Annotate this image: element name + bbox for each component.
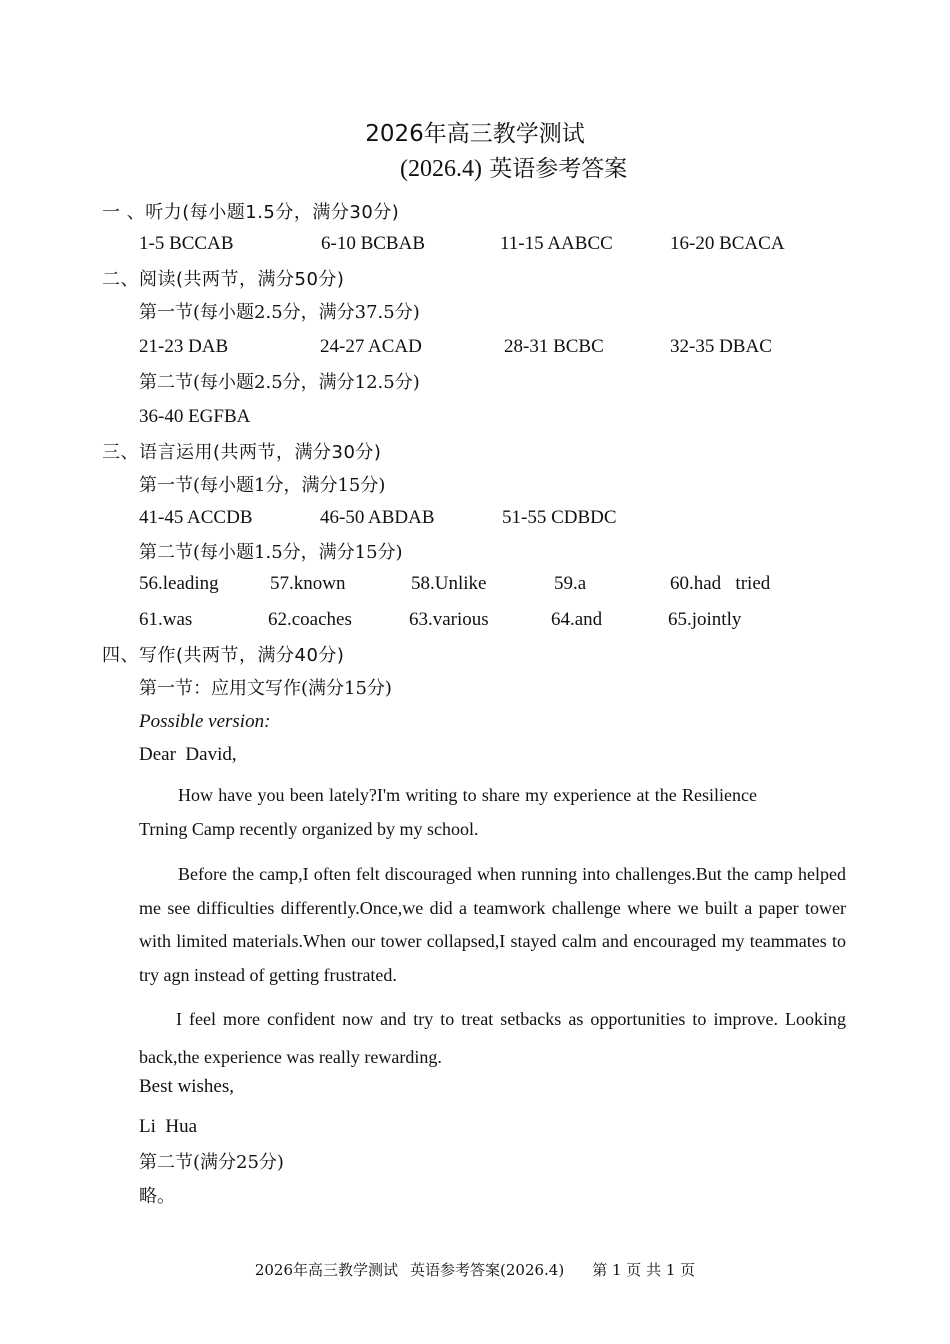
answer-group: 21-23 DAB: [139, 336, 229, 357]
footer-page: 第 1 页 共 1 页: [592, 1261, 696, 1279]
listening-heading: 一 、听力(每小题1.5分，满分30分): [102, 202, 400, 223]
answer-group: 24-27 ACAD: [320, 336, 422, 357]
letter-paragraph: I feel more confident now and try to treat setbacks as opportunities to improve. Looking back,the experience was really rewarding.: [139, 1009, 846, 1067]
letter-paragraph: How have you been lately?I'm writing to share my experience at the Resilience Trning Camp recently organized by my school.: [139, 785, 757, 839]
cloze-answer: 56.leading: [139, 573, 219, 594]
answer-group: 1-5 BCCAB: [139, 233, 234, 254]
answer-group: 28-31 BCBC: [504, 336, 604, 357]
possible-version-label: Possible version:: [139, 711, 271, 732]
answer-group: 32-35 DBAC: [670, 336, 772, 357]
answer-group: 46-50 ABDAB: [320, 507, 435, 528]
language-part1-heading: 第一节(每小题1分，满分15分): [139, 475, 386, 496]
answer-group: 16-20 BCACA: [670, 233, 785, 254]
cloze-answer: 57.known: [270, 573, 346, 594]
exam-title: 2026年高三教学测试: [365, 121, 585, 147]
cloze-answer: 64.and: [551, 609, 603, 630]
footer-title: 2026年高三教学测试: [254, 1261, 399, 1279]
letter-closing: Best wishes,: [139, 1076, 234, 1097]
answer-group: 36-40 EGFBA: [139, 406, 251, 427]
answer-group: 11-15 AABCC: [500, 233, 613, 254]
writing-part2-body: 略。: [139, 1186, 175, 1207]
exam-subtitle: [400, 150, 627, 183]
subtitle-date: (2026.4): [400, 156, 482, 182]
language-part2-heading: 第二节(每小题1.5分，满分15分): [139, 542, 403, 563]
writing-heading: 四、写作(共两节，满分40分): [102, 645, 345, 666]
page-footer: [0, 1259, 950, 1280]
cloze-answer: 61.was: [139, 609, 193, 630]
letter-paragraph: Before the camp,I often felt discouraged when running into challenges.But the camp helped me see difficulties differently.Once,we did a teamwork challenge where we built a paper tower with limited materials.When our tower collapsed,I stayed calm and encouraged my teammates to try agn instead of getting frustrated.: [139, 864, 846, 985]
reading-part1-heading: 第一节(每小题2.5分，满分37.5分): [139, 302, 420, 323]
cloze-answer: 65.jointly: [668, 609, 742, 630]
writing-part1-heading: 第一节：应用文写作(满分15分): [139, 678, 392, 699]
answer-group: 51-55 CDBDC: [502, 507, 617, 528]
writing-part2-heading: 第二节(满分25分): [139, 1152, 284, 1173]
cloze-answer: 60.had tried: [670, 573, 771, 594]
answer-group: 41-45 ACCDB: [139, 507, 253, 528]
cloze-answer: 59.a: [554, 573, 587, 594]
letter-greeting: Dear David,: [139, 744, 237, 765]
footer-subject: 英语参考答案(2026.4): [410, 1261, 565, 1279]
language-use-heading: 三、语言运用(共两节，满分30分): [102, 442, 382, 463]
answer-group: 6-10 BCBAB: [321, 233, 425, 254]
reading-part2-heading: 第二节(每小题2.5分，满分12.5分): [139, 372, 420, 393]
subtitle-text: 英语参考答案: [481, 156, 628, 182]
cloze-answer: 62.coaches: [268, 609, 352, 630]
letter-signature: Li Hua: [139, 1116, 198, 1137]
cloze-answer: 63.various: [409, 609, 489, 630]
cloze-answer: 58.Unlike: [411, 573, 487, 594]
reading-heading: 二、阅读(共两节，满分50分): [102, 269, 345, 290]
